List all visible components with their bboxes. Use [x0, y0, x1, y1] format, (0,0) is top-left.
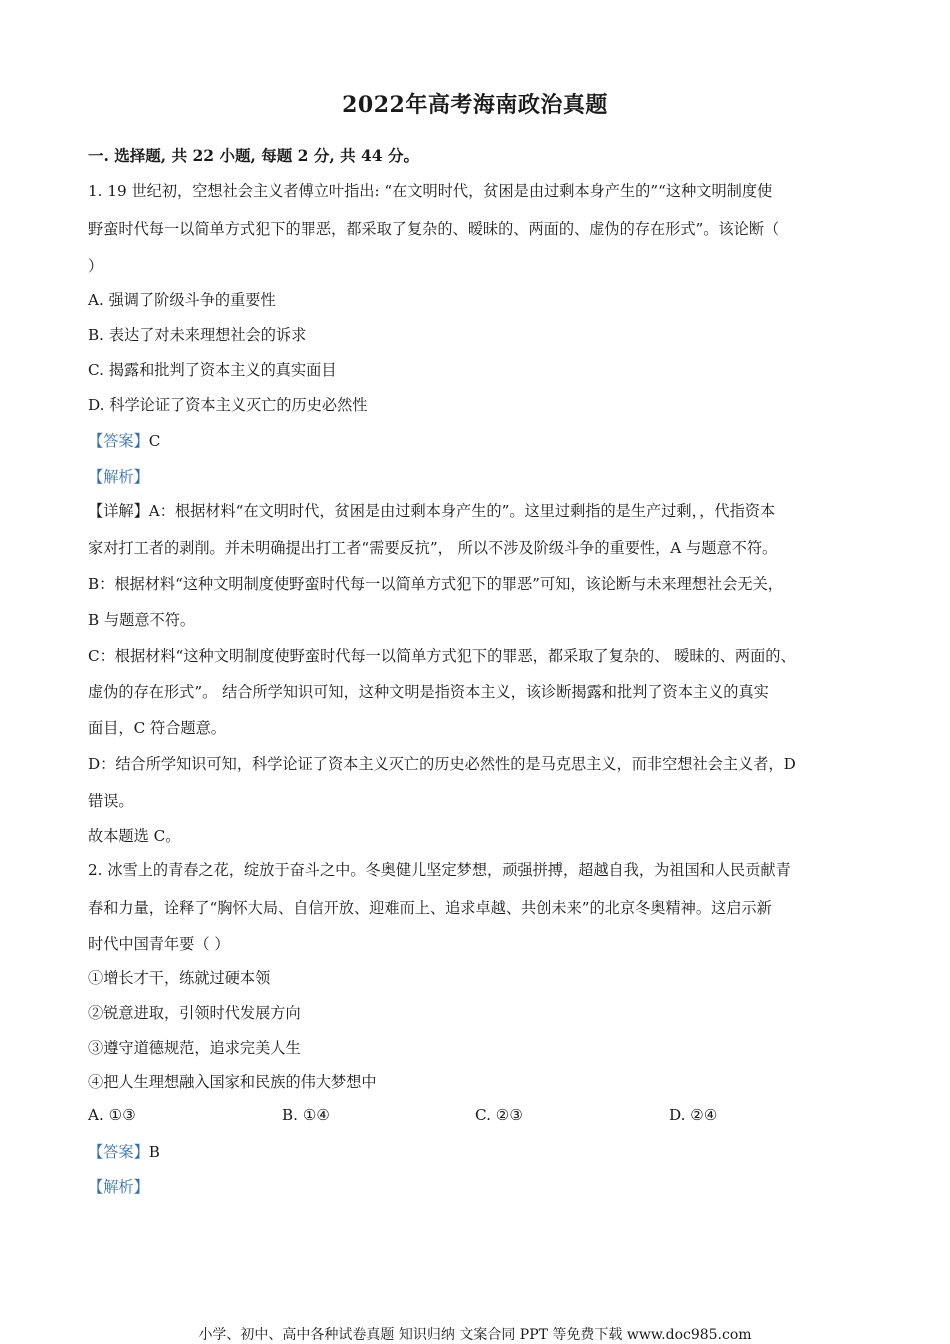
q2-stem-line-1: 2. 冰雪上的青春之花，绽放于奋斗之中。冬奥健儿坚定梦想，顽强拼搏，超越自我，为祖国和人民贡献青 — [88, 861, 791, 879]
q1-detail-line-10: 故本题选 C。 — [88, 827, 181, 845]
q2-option-c: C. ②③ — [475, 1106, 523, 1124]
q2-stem-line-2: 春和力量，诠释了“胸怀大局、自信开放、迎难而上、追求卓越、共创未来”的北京冬奥精神。这启示新 — [88, 899, 772, 917]
page-footer: 小学、初中、高中各种试卷真题 知识归纳 文案合同 PPT 等免费下载 www.doc985.com — [198, 1327, 752, 1343]
q2-item-4: ④把人生理想融入国家和民族的伟大梦想中 — [88, 1073, 377, 1091]
q1-detail-line-8: D：结合所学知识可知，科学论证了资本主义灭亡的历史必然性的是马克思主义，而非空想社会主义者，D — [88, 755, 796, 773]
q1-option-c: C. 揭露和批判了资本主义的真实面目 — [88, 361, 337, 379]
q2-option-a: A. ①③ — [88, 1106, 136, 1124]
q1-detail-line-7: 面目，C 符合题意。 — [88, 719, 226, 737]
q1-detail-line-4: B 与题意不符。 — [88, 611, 196, 629]
q1-stem-line-3: ） — [88, 257, 104, 275]
q1-detail-line-5: C：根据材料“这种文明制度使野蛮时代每一以简单方式犯下的罪恶，都采取了复杂的、 暧昧的、两面的、 — [88, 647, 796, 665]
q2-item-3: ③遵守道德规范，追求完美人生 — [88, 1039, 301, 1057]
answer-value: C — [148, 432, 161, 450]
q2-option-b: B. ①④ — [282, 1106, 331, 1124]
q2-answer — [88, 1142, 160, 1162]
q1-option-b: B. 表达了对未来理想社会的诉求 — [88, 326, 307, 344]
q2-stem-line-3: 时代中国青年要（ ） — [88, 935, 230, 953]
q1-answer — [88, 431, 160, 451]
q1-stem-line-2: 野蛮时代每一以简单方式犯下的罪恶，都采取了复杂的、暧昧的、两面的、虚伪的存在形式”。该论断（ — [88, 220, 780, 238]
q1-detail-line-2: 家对打工者的剥削。并未明确提出打工者“需要反抗”， 所以不涉及阶级斗争的重要性，A 与题意不符。 — [88, 539, 778, 557]
answer-tag: 【答案】 — [88, 1143, 149, 1161]
page-title: 2022年高考海南政治真题 — [342, 92, 608, 118]
section-heading: 一. 选择题, 共 22 小题, 每题 2 分, 共 44 分。 — [88, 146, 419, 165]
q2-item-1: ①增长才干，练就过硬本领 — [88, 969, 271, 987]
q2-item-2: ②锐意进取，引领时代发展方向 — [88, 1004, 301, 1022]
q1-stem-line-1: 1. 19 世纪初，空想社会主义者傅立叶指出: “在文明时代，贫困是由过剩本身产生的”“这种文明制度使 — [88, 182, 773, 200]
q1-detail-line-1: 【详解】A：根据材料“在文明时代，贫困是由过剩本身产生的”。这里过剩指的是生产过剩，，代指资本 — [88, 502, 776, 520]
answer-tag: 【答案】 — [88, 432, 149, 450]
q1-option-a: A. 强调了阶级斗争的重要性 — [88, 291, 276, 309]
q2-options — [88, 1106, 828, 1126]
answer-value: B — [148, 1143, 160, 1161]
q1-option-d: D. 科学论证了资本主义灭亡的历史必然性 — [88, 396, 368, 414]
q2-option-d: D. ②④ — [669, 1106, 718, 1124]
q2-analysis-tag: 【解析】 — [88, 1178, 149, 1196]
q1-detail-line-3: B：根据材料“这种文明制度使野蛮时代每一以简单方式犯下的罪恶”可知，该论断与未来理想社会无关， — [88, 575, 783, 593]
q1-detail-line-9: 错误。 — [88, 792, 134, 810]
q1-detail-line-6: 虚伪的存在形式”。 结合所学知识可知，这种文明是指资本主义，该诊断揭露和批判了资本主义的真实 — [88, 683, 769, 701]
detail-tag: 【详解】 — [88, 502, 149, 520]
q1-analysis-tag: 【解析】 — [88, 468, 149, 486]
